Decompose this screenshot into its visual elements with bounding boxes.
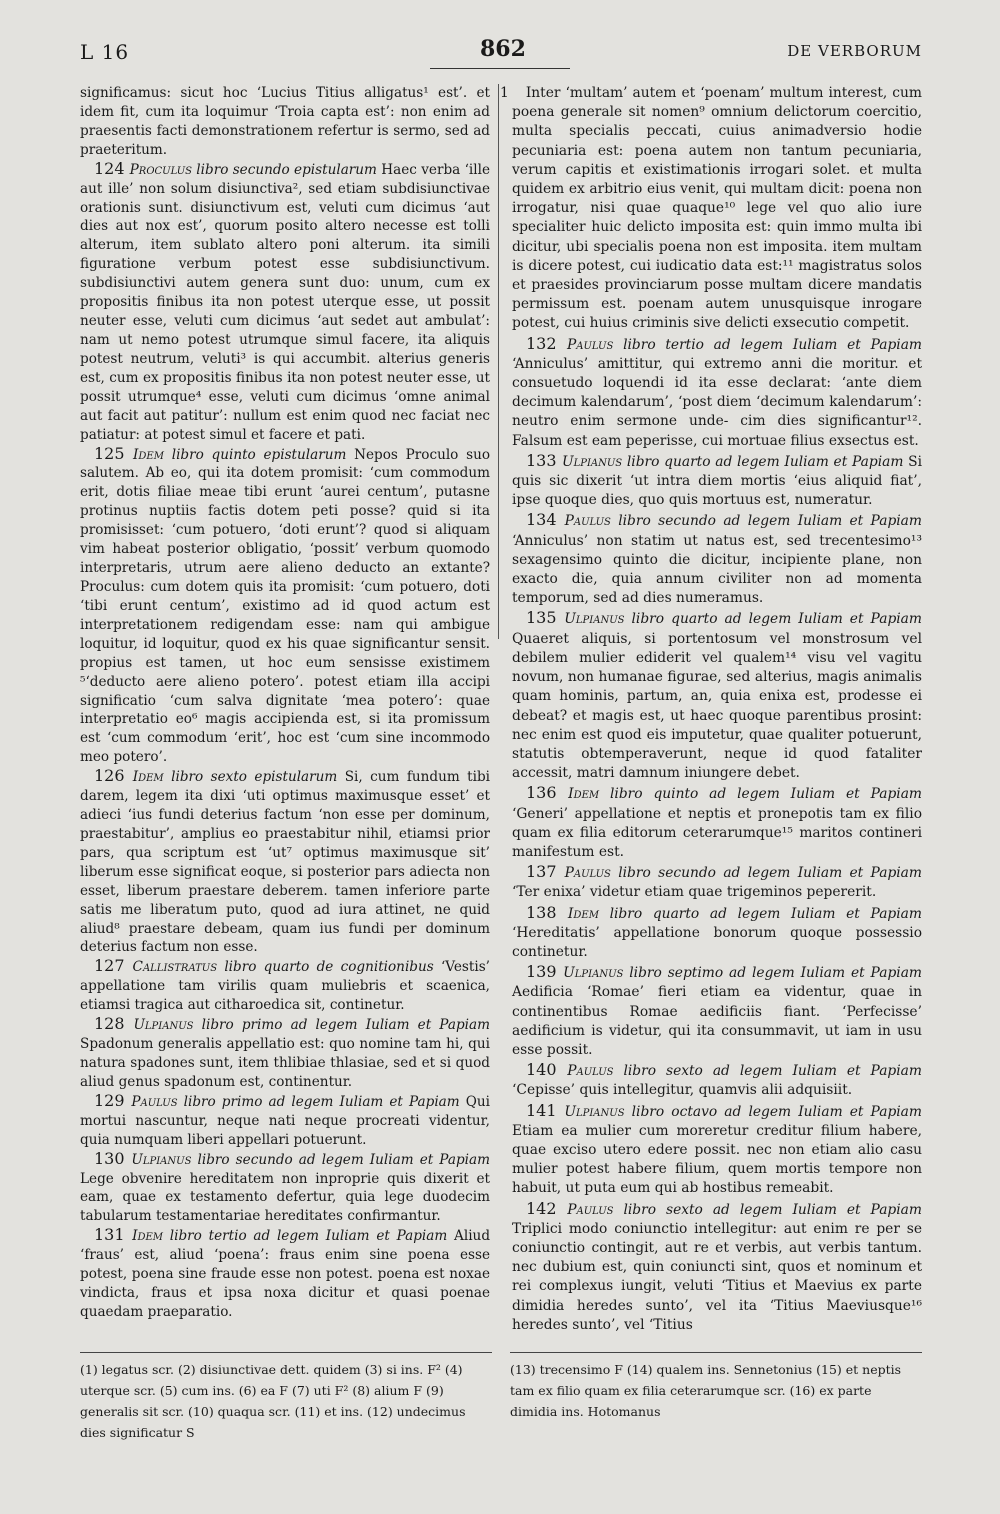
fragment-number: 132 <box>526 333 567 353</box>
source-work: libro quarto ad legem Iuliam et Papiam <box>626 453 909 470</box>
jurist-name: Ulpianus <box>564 1103 632 1120</box>
source-work: libro tertio ad legem Iuliam et Papiam <box>623 336 923 353</box>
right-paragraph <box>512 1199 922 1335</box>
jurist-name: Idem <box>132 769 172 786</box>
left-paragraph <box>80 445 490 768</box>
right-paragraph <box>512 1101 922 1199</box>
source-work: libro quinto epistularum <box>171 446 355 463</box>
fragment-number: 128 <box>94 1014 134 1034</box>
right-paragraph <box>512 451 922 511</box>
left-paragraph <box>80 1226 490 1322</box>
source-work: libro quarto de cognitionibus <box>224 959 441 976</box>
right-paragraph <box>512 510 922 608</box>
header-rule <box>430 68 570 69</box>
jurist-name: Paulus <box>564 513 619 530</box>
running-title: DE VERBORUM <box>787 42 922 60</box>
fragment-text: Lege obvenire hereditatem non inproprie quis dixerit et eam, quae ex testamento defertur, quia lege duodecim tabularum testamentariae hereditates confirmantur. <box>80 1170 490 1225</box>
jurist-name: Idem <box>567 905 610 922</box>
right-paragraph <box>512 862 922 902</box>
right-paragraph <box>512 783 922 862</box>
source-work: libro sexto ad legem Iuliam et Papiam <box>623 1201 922 1218</box>
fragment-number: 125 <box>94 443 134 463</box>
fragment-number: 133 <box>526 450 562 470</box>
jurist-name: Paulus <box>564 865 619 882</box>
jurist-name: Idem <box>133 446 172 463</box>
source-work: libro octavo ad legem Iuliam et Papiam <box>631 1103 922 1120</box>
jurist-name: Callistratus <box>132 959 225 976</box>
right-paragraph <box>500 84 922 334</box>
source-work: libro quarto ad legem Iuliam et Papiam <box>631 611 922 628</box>
fragment-text: Triplici modo coniunctio intellegitur: aut enim re per se coniunctio contingit, aut re et verbis, aut verbis tantum. nec dubium est, quin coniuncti sint, quos et nominum et rei complexus iungit, veluti ‘Titius et Maevius ex parte dimidia heredes sunto’, vel ita ‘Titius Maeviusque¹⁶ heredes sunto’, vel ‘Titius <box>512 1220 922 1333</box>
source-work: libro secundo ad legem Iuliam et Papiam <box>618 865 922 882</box>
right-paragraph <box>512 334 922 451</box>
jurist-name: Proculus <box>129 161 197 178</box>
fragment-text: Si quis sic dixerit ‘ut intra diem mortis ‘eius aliquid fiat’, ipse quoque dies, quo quis mortuus est, numeratur. <box>512 453 923 509</box>
source-work: libro primo ad legem Iuliam et Papiam <box>201 1017 490 1034</box>
source-work: libro tertio ad legem Iuliam et Papiam <box>169 1228 455 1245</box>
jurist-name: Paulus <box>567 1201 624 1218</box>
fragment-text: ‘Vestis’ appellatione tam virilis quam muliebris et scaenica, etiamsi tragica aut citharoedica sit, continetur. <box>80 959 490 1014</box>
fragment-text: ‘Cepisse’ quis intellegitur, quamvis alii adquisiit. <box>512 1082 853 1099</box>
footnote-text-left: (1) legatus scr. (2) disiunctivae dett. quidem (3) si ins. F² (4) uterque scr. (5) cum ins. (6) ea F (7) uti F² (8) alium F (9) generalis sit scr. (10) quaqua scr. (11) et ins. (12) undecimus dies significatur S <box>80 1362 466 1440</box>
fragment-number: 131 <box>94 1225 133 1245</box>
source-work: libro secundo ad legem Iuliam et Papiam <box>618 513 922 530</box>
fragment-number: 127 <box>94 956 133 976</box>
fragment-number: 126 <box>94 766 133 786</box>
page-number: 862 <box>480 36 526 62</box>
jurist-name: Paulus <box>131 1093 184 1110</box>
right-column <box>500 84 923 1335</box>
fragment-text: ‘Ter enixa’ videtur etiam quae trigeminos pepererit. <box>512 884 877 901</box>
left-paragraph <box>80 160 490 445</box>
footnotes-right <box>510 1352 922 1422</box>
left-paragraph <box>80 1150 490 1227</box>
source-work: libro septimo ad legem Iuliam et Papiam <box>629 965 923 982</box>
left-paragraph <box>80 1015 490 1092</box>
fragment-text: Aedificia ‘Romae’ fieri etiam ea videntur, quae in continentibus Romae aedificiis fiant. ‘Perfecisse’ aedificium is videtur, qui ita consummavit, ut iam in usu esse possit. <box>512 984 922 1058</box>
left-paragraph <box>80 84 490 160</box>
jurist-name: Idem <box>132 1228 170 1245</box>
margin-line-number: 1 <box>500 85 514 101</box>
fragment-number: 129 <box>94 1090 132 1110</box>
fragment-number: 141 <box>526 1100 565 1120</box>
fragment-number: 130 <box>94 1148 132 1168</box>
footnote-text-right: (13) trecensimo F (14) qualem ins. Sennetonius (15) et neptis tam ex filio quam ex filia ceterarumque scr. (16) ex parte dimidia ins. Hotomanus <box>510 1362 902 1419</box>
fragment-number: 137 <box>526 862 565 882</box>
right-paragraph <box>512 1060 922 1100</box>
fragment-text: ‘Generi’ appellatione et neptis et pronepotis tam ex filio quam ex filia editorum ceterarumque¹⁵ maritos contineri manifestum est. <box>512 805 922 860</box>
source-work: libro quarto ad legem Iuliam et Papiam <box>609 905 922 922</box>
jurist-name: Idem <box>568 786 611 803</box>
left-column <box>80 84 490 1322</box>
left-paragraph <box>80 957 490 1015</box>
jurist-name: Ulpianus <box>564 611 632 628</box>
source-work: libro sexto epistularum <box>171 769 345 786</box>
column-divider <box>498 84 499 639</box>
fragment-text: Si, cum fundum tibi darem, legem ita dixi ‘uti optimus maximusque esset’ et adieci ‘ius fundi deterius factum ‘non esse per dominum, praestabitur’, amplius eo praestabitur nihil, etiamsi prior pars, qua scriptum est ‘ut⁷ optimus maximusque sit’ liberum esse significat eoque, si posterior pars adiecta non esset, liberum praestare deberem. tamen inferiore parte satis me liberatum puto, quod ad iura attinet, ne quid aliud⁸ praestare debeam, quam ius fundi per dominum deterius factum non esse. <box>80 769 491 956</box>
footnotes-left <box>80 1352 492 1443</box>
left-paragraph <box>80 1092 490 1150</box>
source-work: libro secundo epistularum <box>196 161 382 178</box>
jurist-name: Paulus <box>567 336 624 353</box>
source-work: libro sexto ad legem Iuliam et Papiam <box>623 1063 922 1080</box>
fragment-text: ‘Anniculus’ non statim ut natus est, sed trecentesimo¹³ sexagensimo quinto die dicitur, incipiente plane, non exacto die, quia annum civiliter non ad momenta temporum, sed ad dies numeramus. <box>512 532 922 607</box>
jurist-name: Ulpianus <box>133 1017 202 1034</box>
fragment-text: Aliud ‘fraus’ est, aliud ‘poena’: fraus enim sine poena esse potest, poena sine fraude esse non potest. poena est noxae vindicta, fraus et ipsa noxa dicitur et quasi poenae quaedam praeparatio. <box>80 1228 491 1320</box>
fragment-number: 138 <box>526 902 568 922</box>
fragment-text: ‘Hereditatis’ appellatione bonorum quoque possessio continetur. <box>512 924 922 960</box>
fragment-text: significamus: sicut hoc ‘Lucius Titius alligatus¹ est’. et idem fit, cum ita loquimur ‘Troia capta est’: non enim ad praesentis facti demonstrationem refertur is sermo, sed ad praeteritum. <box>80 85 490 158</box>
source-work: libro primo ad legem Iuliam et Papiam <box>183 1093 466 1110</box>
jurist-name: Ulpianus <box>561 453 627 470</box>
source-work: libro secundo ad legem Iuliam et Papiam <box>197 1151 490 1168</box>
section-marker: L 16 <box>80 40 130 64</box>
fragment-number: 142 <box>526 1198 568 1218</box>
fragment-text: Etiam ea mulier cum moreretur creditur filium habere, quae exciso utero edere possit. nec non etiam alio casu mulier potest habere filium, quem mortis tempore non habuit, ut puta eum qui ab hostibus remeabit. <box>512 1122 922 1197</box>
fragment-text: Qui mortui nascuntur, neque nati neque procreati videntur, quia numquam liberi appellari potuerunt. <box>80 1093 490 1148</box>
right-paragraph <box>512 962 922 1060</box>
fragment-text: Spadonum generalis appellatio est: quo nomine tam hi, qui natura spadones sunt, item thlibiae thlasiae, sed et si quod aliud genus spadonum est, continentur. <box>80 1036 490 1090</box>
right-paragraph <box>512 903 922 963</box>
jurist-name: Ulpianus <box>563 965 630 982</box>
fragment-number: 140 <box>526 1060 568 1080</box>
fragment-text: ‘Anniculus’ amittitur, qui extremo anni die moritur. et consuetudo loquendi id ita esse declarat: ‘ante diem decimum kalendarum’, ‘post diem ‘decimum kalendarum’: neutro enim sermone unde- cim dies significantur¹². Falsum est eam peperisse, cui mortuae filius exsectus est. <box>512 355 922 449</box>
fragment-number: 135 <box>526 608 565 628</box>
fragment-number: 136 <box>526 783 569 803</box>
jurist-name: Paulus <box>567 1063 624 1080</box>
source-work: libro quinto ad legem Iuliam et Papiam <box>610 786 923 803</box>
left-paragraph <box>80 767 490 957</box>
jurist-name: Ulpianus <box>131 1151 198 1168</box>
fragment-number: 124 <box>94 158 130 178</box>
fragment-text: Inter ‘multam’ autem et ‘poenam’ multum interest, cum poena generale sit nomen⁹ omnium delictorum coercitio, multa specialis peccati, cuius animadversio hodie pecuniaria est: poena autem non tantum pecuniaria, verum capitis et existimationis irrogari solet. et multa quidem ex arbitrio eius venit, qui multam dicit: poena non irrogatur, nisi quae quaque¹⁰ lege vel quo alio iure specialiter huic delicto imposita est: quin immo multa ibi dicitur, ubi specialis poena non est imposita. item multam is dicere potest, cui iudicatio data est:¹¹ magistratus solos et praesides provinciarum posse multam dicere mandatis permissum est. poenam autem unusquisque inrogare potest, cui huius criminis sive delicti exsecutio competit. <box>512 85 922 332</box>
fragment-text: Quaeret aliquis, si portentosum vel monstrosum vel debilem mulier ediderit vel qualem¹⁴ visu vel vagitu novum, non humanae figurae, sed alterius, magis animalis quam hominis, partum, an, quia enixa est, prodesse ei debeat? et magis est, ut haec quoque parentibus prosint: nec enim est quod eis imputetur, quae qualiter potuerunt, statutis obtemperaverunt, neque id quod fataliter accessit, matri damnum iniungere debet. <box>512 630 922 782</box>
fragment-text: Nepos Proculo suo salutem. Ab eo, qui ita dotem promisit: ‘cum commodum erit, dotis filiae meae tibi erunt ‘aurei centum’, putasne protinus nuptiis factis dotem peti posse? quid si ita promisisset: ‘cum potuero, ‘doti erunt’? quod si aliquam vim habeat posterior obligatio, ‘possit’ verbum quomodo interpretaris, utrum aere alieno deducto an extante? Proculus: cum dotem quis ita promisit: ‘cum potuero, doti ‘tibi erunt centum’, existimo ad id quod actum est interpretationem redigendam esse: nam qui ambigue loquitur, id loquitur, quod ex his quae significantur sensit. propius est tamen, ut hoc eum sensisse existimem ⁵‘deducto aere alieno potero’. potest etiam illa accipi significatio ‘cum salva dignitate ‘mea potero’: quae interpretatio eo⁶ magis accipienda est, si ita promissum est ‘cum commodum ‘erit’, hoc est ‘cum sine incommodo meo potero’. <box>80 446 491 766</box>
fragment-text: Haec verba ‘ille aut ille’ non solum disiunctiva², sed etiam subdisiunctivae orationis sunt. disiunctivum est, veluti cum dicimus ‘aut dies aut nox est’, quorum posito altero necesse est tolli alterum, item sublato altero poni alterum. ita simili figuratione verbum potest esse subdisiunctivum. subdisiunctivi autem genera sunt duo: unum, cum ex propositis finibus ita non potest uterque esse, ut possit neuter esse, veluti cum dicimus ‘aut sedet aut ambulat’: nam ut nemo potest utrumque simul facere, ita aliquis potest neutrum, veluti³ is qui accumbit. alterius generis est, cum ex propositis finibus ita non potest neuter esse, ut possit utrumque⁴ esse, veluti cum dicimus ‘omne animal aut facit aut patitur’: nullum est enim quod nec faciat nec patiatur: at potest simul et facere et pati. <box>80 161 490 443</box>
right-paragraph <box>512 608 922 783</box>
fragment-number: 139 <box>526 962 564 982</box>
fragment-number: 134 <box>526 510 565 530</box>
